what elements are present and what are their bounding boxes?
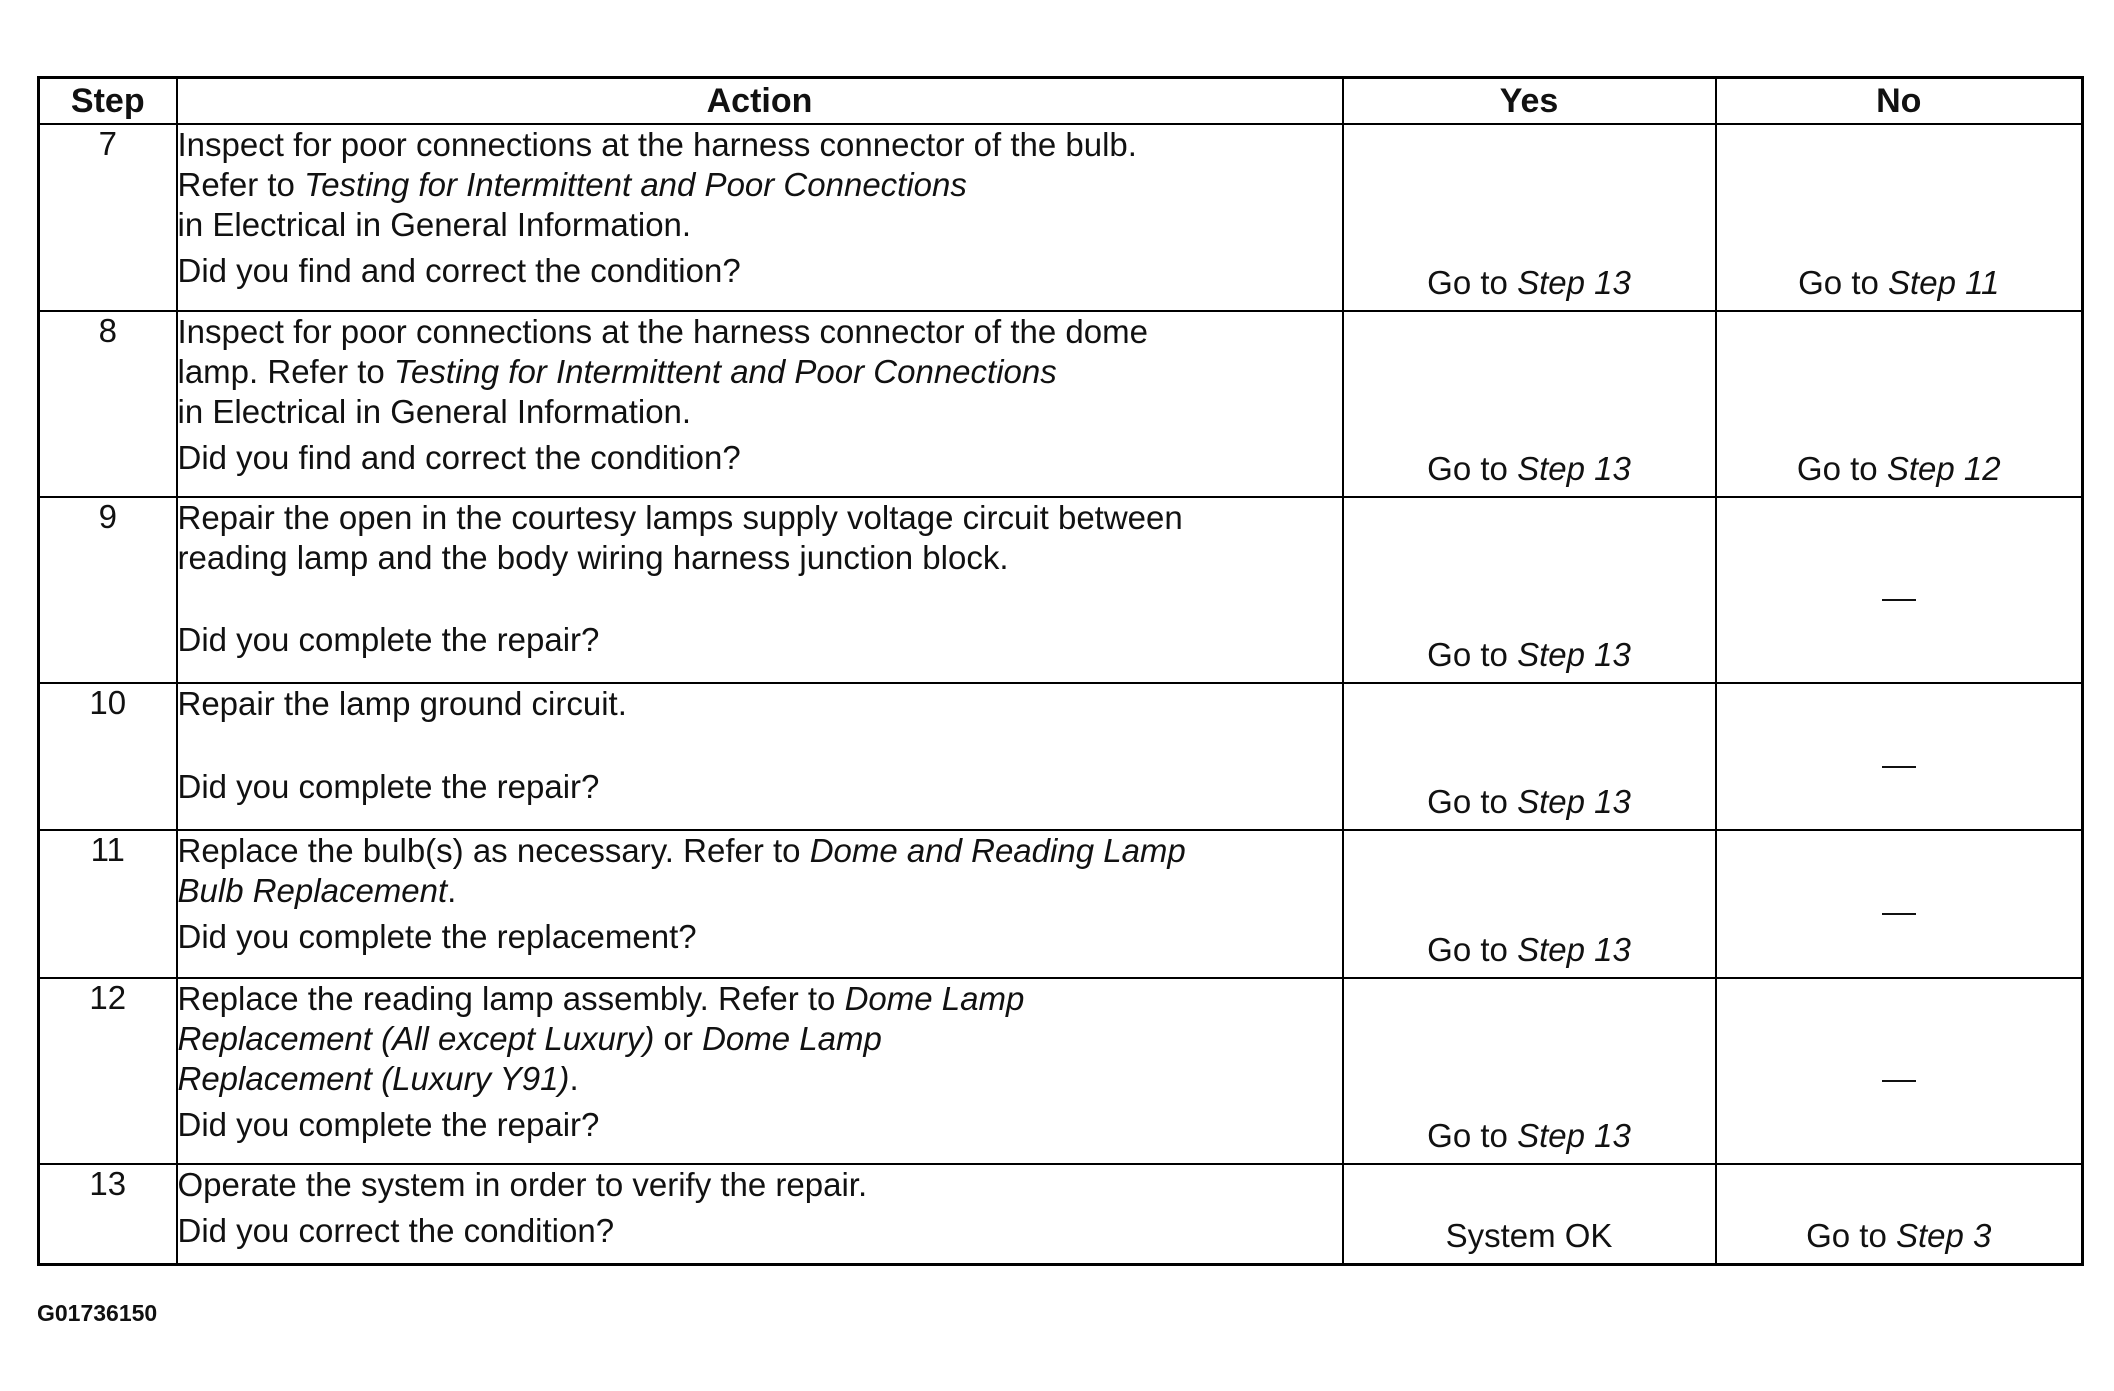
action-cell <box>177 683 1343 830</box>
text-segment: in Electrical in General Information. <box>177 393 692 430</box>
action-cell <box>177 978 1343 1164</box>
header-action: Action <box>177 78 1343 125</box>
action-question: Did you find and correct the condition? <box>177 439 741 476</box>
figure-id: G01736150 <box>37 1300 158 1326</box>
text-segment: Go to <box>1427 1117 1518 1154</box>
action-line <box>178 684 1342 724</box>
dash-mark <box>1882 599 1916 601</box>
reference-text: Testing for Intermittent and Poor Connections <box>304 166 967 203</box>
table-row <box>39 311 2083 497</box>
no-result-dash <box>1717 1052 2082 1090</box>
reference-text: Dome Lamp <box>702 1020 882 1057</box>
yes-cell <box>1343 124 1716 311</box>
action-line <box>178 871 1342 911</box>
yes-result <box>1344 264 1715 302</box>
action-line <box>178 165 1342 205</box>
reference-text: Step 3 <box>1895 1216 1992 1254</box>
text-segment: System OK <box>1445 1216 1613 1254</box>
action-cell <box>177 311 1343 497</box>
no-result-dash <box>1717 738 2082 776</box>
header-yes: Yes <box>1343 78 1716 125</box>
action-line <box>178 125 1342 165</box>
action-line <box>178 979 1342 1019</box>
text-segment: Go to <box>1798 264 1889 301</box>
reference-text: Step 13 <box>1517 450 1631 487</box>
no-cell <box>1716 1164 2083 1264</box>
text-segment: Go to <box>1427 264 1518 301</box>
step-number: 10 <box>39 683 177 830</box>
text-segment: Inspect for poor connections at the harness connector of the bulb. <box>177 126 1137 163</box>
no-cell <box>1716 830 2083 978</box>
action-question: Did you find and correct the condition? <box>177 252 741 289</box>
dash-mark <box>1882 1080 1916 1082</box>
action-question: Did you complete the repair? <box>177 621 600 658</box>
text-segment: in Electrical in General Information. <box>177 206 692 243</box>
action-question: Did you complete the repair? <box>177 768 600 805</box>
step-number: 13 <box>39 1164 177 1264</box>
dash-mark <box>1882 913 1916 915</box>
step-number: 8 <box>39 311 177 497</box>
no-cell <box>1716 124 2083 311</box>
text-segment: Go to <box>1427 450 1518 487</box>
text-segment: or <box>654 1020 703 1057</box>
no-cell <box>1716 311 2083 497</box>
reference-text: Testing for Intermittent and Poor Connections <box>393 353 1057 390</box>
text-segment: Replace the bulb(s) as necessary. Refer to <box>177 832 810 869</box>
yes-cell <box>1343 311 1716 497</box>
no-cell <box>1716 497 2083 683</box>
yes-result <box>1344 931 1715 969</box>
step-number: 7 <box>39 124 177 311</box>
no-result <box>1717 264 2082 302</box>
yes-cell <box>1343 683 1716 830</box>
yes-cell <box>1343 1164 1716 1264</box>
reference-text: Bulb Replacement <box>177 872 448 909</box>
step-number: 12 <box>39 978 177 1164</box>
action-line <box>178 312 1342 352</box>
yes-result <box>1344 1217 1715 1255</box>
reference-text: Step 12 <box>1886 450 2001 487</box>
yes-result <box>1344 636 1715 674</box>
table-row <box>39 683 2083 830</box>
diagnostic-table-container <box>37 76 2081 1266</box>
no-result-dash <box>1717 571 2082 609</box>
text-segment: Operate the system in order to verify the repair. <box>177 1166 868 1203</box>
table-row <box>39 830 2083 978</box>
reference-text: Step 13 <box>1517 783 1631 820</box>
reference-text: Replacement (All except Luxury) <box>177 1020 655 1057</box>
action-cell <box>177 830 1343 978</box>
reference-text: Step 13 <box>1517 931 1631 968</box>
action-line <box>178 352 1342 392</box>
text-segment: Go to <box>1427 783 1518 820</box>
header-step: Step <box>39 78 177 125</box>
yes-result <box>1344 783 1715 821</box>
text-segment: Go to <box>1427 931 1518 968</box>
yes-result <box>1344 1117 1715 1155</box>
text-segment: Replace the reading lamp assembly. Refer to <box>177 980 845 1017</box>
no-cell <box>1716 978 2083 1164</box>
diagnostic-table <box>37 76 2084 1266</box>
action-line <box>178 205 1342 245</box>
yes-cell <box>1343 830 1716 978</box>
text-segment: Refer to <box>177 166 305 203</box>
action-cell <box>177 497 1343 683</box>
table-row <box>39 1164 2083 1264</box>
table-row <box>39 497 2083 683</box>
text-segment: Inspect for poor connections at the harness connector of the dome <box>177 313 1148 350</box>
action-question: Did you complete the replacement? <box>177 918 697 955</box>
dash-mark <box>1882 766 1916 768</box>
no-result <box>1717 1217 2082 1255</box>
text-segment: Go to <box>1806 1216 1896 1254</box>
text-segment: lamp. Refer to <box>177 353 394 390</box>
action-question: Did you complete the repair? <box>177 1106 600 1143</box>
table-row <box>39 978 2083 1164</box>
header-no: No <box>1716 78 2083 125</box>
text-segment: Go to <box>1427 636 1518 673</box>
action-line <box>178 498 1342 538</box>
yes-cell <box>1343 978 1716 1164</box>
action-line <box>178 538 1342 578</box>
yes-result <box>1344 450 1715 488</box>
action-question: Did you correct the condition? <box>177 1212 615 1249</box>
action-cell <box>177 1164 1343 1264</box>
text-segment: . <box>569 1060 579 1097</box>
reference-text: Dome Lamp <box>844 980 1025 1017</box>
reference-text: Replacement (Luxury Y91) <box>177 1060 570 1097</box>
table-row <box>39 124 2083 311</box>
no-cell <box>1716 683 2083 830</box>
step-number: 9 <box>39 497 177 683</box>
text-segment: . <box>447 872 457 909</box>
yes-cell <box>1343 497 1716 683</box>
action-line <box>178 831 1342 871</box>
action-line <box>178 1059 1342 1099</box>
reference-text: Step 13 <box>1517 636 1631 673</box>
reference-text: Step 13 <box>1517 264 1631 301</box>
text-segment: Repair the open in the courtesy lamps supply voltage circuit between <box>177 499 1183 536</box>
no-result-dash <box>1717 885 2082 923</box>
text-segment: reading lamp and the body wiring harness junction block. <box>177 539 1009 576</box>
action-line <box>178 392 1342 432</box>
text-segment: Go to <box>1796 450 1887 487</box>
step-number: 11 <box>39 830 177 978</box>
reference-text: Step 13 <box>1517 1117 1631 1154</box>
reference-text: Step 11 <box>1888 264 2000 301</box>
no-result <box>1717 450 2082 488</box>
text-segment: Repair the lamp ground circuit. <box>177 685 627 722</box>
table-header-row <box>39 78 2083 125</box>
reference-text: Dome and Reading Lamp <box>809 832 1186 869</box>
action-line <box>178 1019 1342 1059</box>
action-line <box>178 1165 1342 1205</box>
action-cell <box>177 124 1343 311</box>
